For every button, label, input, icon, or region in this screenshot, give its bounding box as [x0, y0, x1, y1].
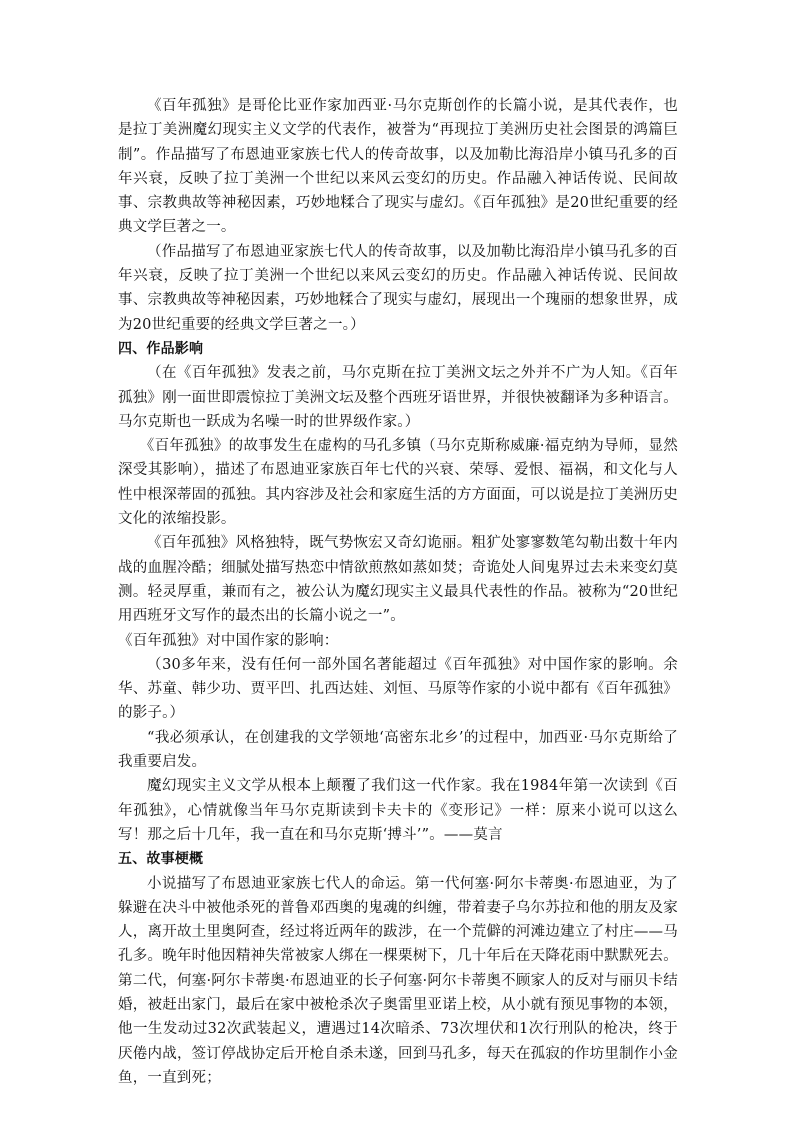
section-heading-plot: 五、故事梗概	[118, 851, 204, 868]
quote-paragraph-1: “我必须承认，在创建我的文学领地‘高密东北乡’的过程中，加西亚·马尔克斯给了我重要启发。	[118, 729, 678, 771]
influence-paragraph-3: 《百年孤独》风格独特，既气势恢宏又奇幻诡丽。粗犷处寥寥数笔勾勒出数十年内战的血腥冷酷；细腻处描写热恋中情欲煎熬如蒸如焚；奇诡处人间鬼界过去未来变幻莫测。轻灵厚重，兼而有之，被公认为魔幻现实主义最具代表性的作品。被称为“20世纪用西班牙文写作的最杰出的长篇小说之一”。	[118, 535, 678, 625]
influence-paragraph-4: 《百年孤独》对中国作家的影响：	[118, 632, 339, 649]
quote-paragraph-2: 魔幻现实主义文学从根本上颠覆了我们这一代作家。我在1984年第一次读到《百年孤独》，心情就像当年马尔克斯读到卡夫卡的《变形记》一样：原来小说可以这么写！那之后十几年，我一直在和马尔克斯‘搏斗’”。——莫言	[118, 778, 678, 843]
influence-paragraph-1: （在《百年孤独》发表之前，马尔克斯在拉丁美洲文坛之外并不广为人知。《百年孤独》刚一面世即震惊拉丁美洲文坛及整个西班牙语世界，并很快被翻译为多种语言。马尔克斯也一跃成为名噪一时的世界级作家。）	[118, 365, 678, 430]
document-page	[118, 94, 678, 1090]
plot-paragraph: 小说描写了布恩迪亚家族七代人的命运。第一代何塞·阿尔卡蒂奥·布恩迪亚，为了躲避在决斗中被他杀死的普鲁邓西奥的鬼魂的纠缠，带着妻子乌尔苏拉和他的朋友及家人，离开故土里奥阿查，经过将近两年的跋涉，在一个荒僻的河滩边建立了村庄——马孔多。晚年时他因精神失常被家人绑在一棵栗树下，几十年后在天降花雨中默默死去。第二代，何塞·阿尔卡蒂奥·布恩迪亚的长子何塞·阿尔卡蒂奥不顾家人的反对与丽贝卡结婚，被赶出家门，最后在家中被枪杀次子奥雷里亚诺上校，从小就有预见事物的本领，他一生发动过32次武装起义，遭遇过14次暗杀、73次埋伏和1次行刑队的枪决，终于厌倦内战，签订停战协定后开枪自杀未遂，回到马孔多，每天在孤寂的作坊里制作小金鱼，一直到死；	[118, 875, 678, 1086]
section-heading-influence: 四、作品影响	[118, 340, 204, 357]
influence-paragraph-2: 《百年孤独》的故事发生在虚构的马孔多镇（马尔克斯称威廉·福克纳为导师，显然深受其影响），描述了布恩迪亚家族百年七代的兴衰、荣辱、爱恨、福祸，和文化与人性中根深蒂固的孤独。其内容涉及社会和家庭生活的方方面面，可以说是拉丁美洲历史文化的浓缩投影。	[118, 438, 678, 528]
intro-paragraph: 《百年孤独》是哥伦比亚作家加西亚·马尔克斯创作的长篇小说，是其代表作，也是拉丁美洲魔幻现实主义文学的代表作，被誉为“再现拉丁美洲历史社会图景的鸿篇巨制”。作品描写了布恩迪亚家族七代人的传奇故事，以及加勒比海沿岸小镇马孔多的百年兴衰，反映了拉丁美洲一个世纪以来风云变幻的历史。作品融入神话传说、民间故事、宗教典故等神秘因素，巧妙地糅合了现实与虚幻。《百年孤独》是20世纪重要的经典文学巨著之一。	[118, 98, 678, 236]
influence-paragraph-5: （30多年来，没有任何一部外国名著能超过《百年孤独》对中国作家的影响。余华、苏童、韩少功、贾平凹、扎西达娃、刘恒、马原等作家的小说中都有《百年孤独》的影子。）	[118, 656, 678, 722]
summary-paragraph: （作品描写了布恩迪亚家族七代人的传奇故事，以及加勒比海沿岸小镇马孔多的百年兴衰，反映了拉丁美洲一个世纪以来风云变幻的历史。作品融入神话传说、民间故事、宗教典故等神秘因素，巧妙地糅合了现实与虚幻，展现出一个瑰丽的想象世界，成为20世纪重要的经典文学巨著之一。）	[118, 243, 678, 333]
